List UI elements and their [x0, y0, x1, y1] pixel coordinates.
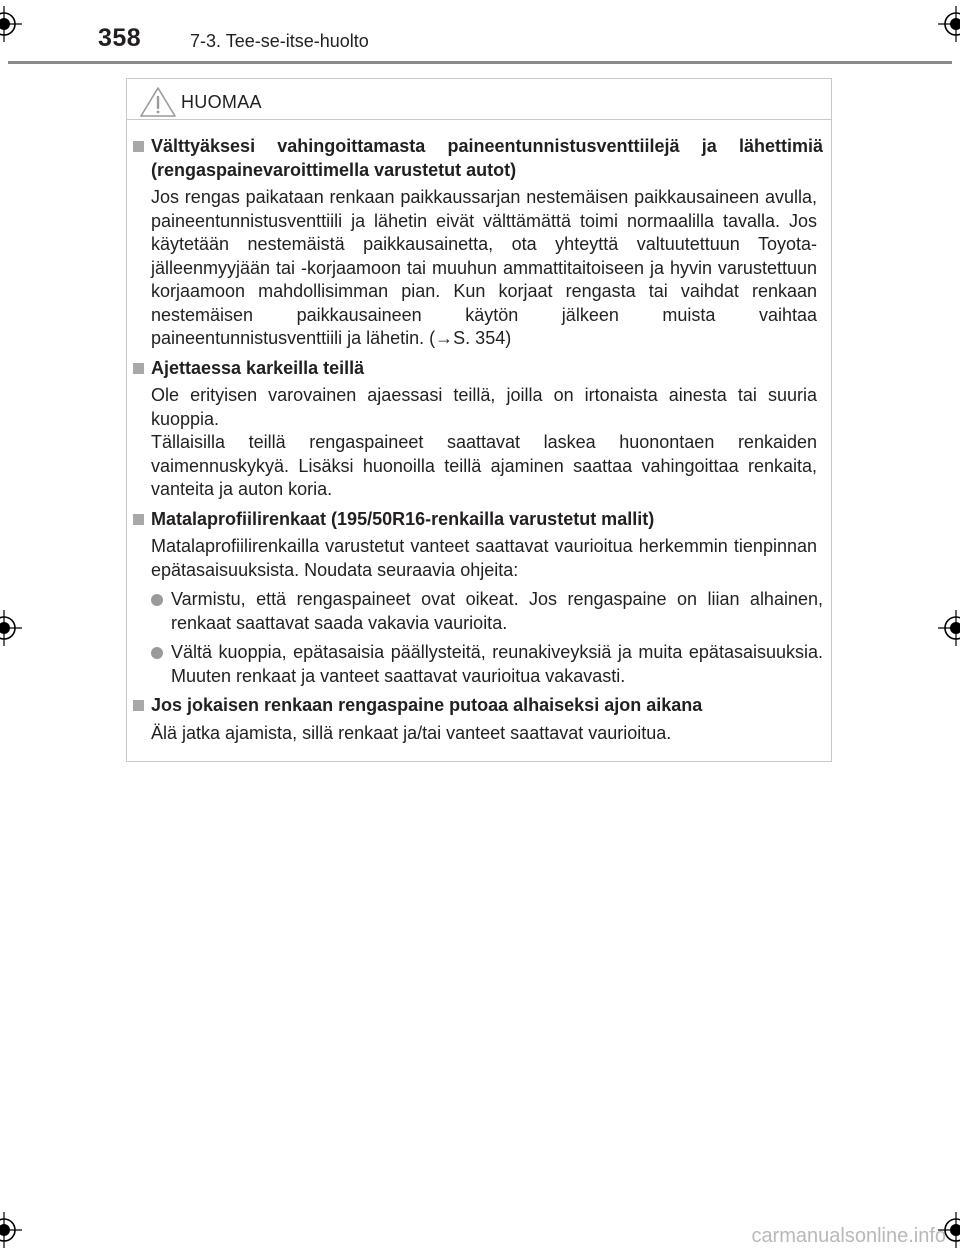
item-title: Jos jokaisen renkaan rengaspaine putoaa alhaiseksi ajon aikana — [127, 694, 831, 718]
item-title: Matalaprofiilirenkaat (195/50R16-renkailla varustetut mallit) — [127, 508, 831, 532]
warning-triangle-icon — [139, 86, 177, 118]
square-bullet-icon — [133, 700, 144, 711]
item-title: Ajettaessa karkeilla teillä — [127, 357, 831, 381]
square-bullet-icon — [133, 363, 144, 374]
notice-item — [127, 694, 831, 745]
list-item: Varmistu, että rengaspaineet ovat oikeat. Jos rengaspaine on liian alhainen, renkaat saattavat saada vakavia vaurioita. — [127, 588, 831, 635]
notice-item — [127, 508, 831, 689]
registration-mark-icon — [0, 610, 22, 646]
list-item: Vältä kuoppia, epätasaisia päällysteitä, reunakiveyksiä ja muita epätasaisuuksia. Muuten renkaat ja vanteet saattavat vaurioitua vakavasti. — [127, 641, 831, 688]
section-title: 7-3. Tee-se-itse-huolto — [190, 31, 369, 51]
notice-header — [139, 85, 262, 119]
registration-mark-icon — [938, 6, 960, 42]
round-bullet-icon — [151, 647, 163, 659]
item-paragraph: Matalaprofiilirenkailla varustetut vanteet saattavat vaurioitua herkemmin tienpinnan epätasaisuuksista. Noudata seuraavia ohjeita: — [151, 536, 817, 580]
item-paragraph: Älä jatka ajamista, sillä renkaat ja/tai vanteet saattavat vaurioitua. — [151, 722, 672, 743]
notice-content — [127, 135, 831, 751]
item-title: Välttyäksesi vahingoittamasta paineentunnistusventtiilejä ja lähettimiä (rengaspainevaroittimella varustetut autot) — [127, 135, 831, 182]
item-paragraph: Tällaisilla teillä rengaspaineet saattavat laskea huonontaen renkaiden vaimennuskykyä. Lisäksi huonoilla teillä ajaminen saattaa vahingoittaa renkaita, vanteita ja auton koria. — [151, 432, 817, 499]
notice-box — [126, 78, 832, 762]
notice-item — [127, 357, 831, 502]
square-bullet-icon — [133, 141, 144, 152]
round-bullet-icon — [151, 594, 163, 606]
notice-divider — [127, 119, 831, 120]
notice-label: HUOMAA — [181, 91, 262, 112]
watermark: carmanualsonline.info — [751, 1225, 946, 1247]
registration-mark-icon — [0, 6, 22, 42]
notice-item — [127, 135, 831, 351]
item-paragraph: Ole erityisen varovainen ajaessasi teillä, joilla on irtonaista ainesta tai suuria kuoppia. — [151, 385, 817, 429]
square-bullet-icon — [133, 514, 144, 525]
item-paragraph: Jos rengas paikataan renkaan paikkaussarjan nestemäisen paikkausaineen avulla, paineentunnistusventtiili ja lähetin eivät välttämättä toimi normaalilla tavalla. Jos käytetään nestemäistä paikkausainetta, ota yhteyttä valtuutettuun Toyota-jälleenmyyjään tai -korjaamoon tai muuhun ammattitaitoiseen ja hyvin varustettuun korjaamoon mahdollisimman pian. Kun korjaat rengasta tai vaihdat renkaan nestemäisen paikkausaineen käytön jälkeen muista vaihtaa paineentunnistusventtiili ja lähetin. (→S. 354) — [151, 187, 817, 348]
registration-mark-icon — [938, 610, 960, 646]
registration-mark-icon — [0, 1212, 22, 1248]
header-divider — [8, 61, 952, 64]
page-number: 358 — [98, 24, 142, 52]
